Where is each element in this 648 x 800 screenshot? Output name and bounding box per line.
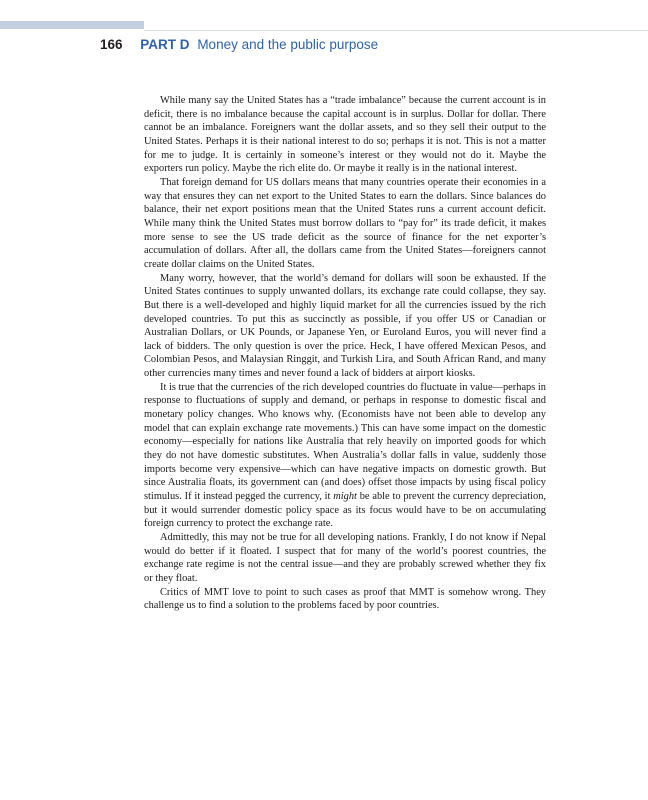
body-text bbox=[144, 94, 546, 613]
paragraph: Many worry, however, that the world’s demand for dollars will soon be exhausted. If the United States continues to supply unwanted dollars, its exchange rate could collapse, they say. But there is a well-developed and highly liquid market for all the currencies issued by the rich developed countries. To put this as succinctly as possible, if you offer US or Canadian or Australian Dollars, or UK Pounds, or Japanese Yen, or Euroland Euros, you will never find a lack of bidders. The only question is over the price. Heck, I have offered Mexican Pesos, and Colombian Pesos, and Malaysian Ringgit, and Turkish Lira, and South African Rand, and many other currencies many times and never found a lack of bidders at airport kiosks. bbox=[144, 272, 546, 380]
running-head bbox=[100, 36, 378, 54]
header-rule bbox=[144, 30, 648, 31]
part-label: PART D bbox=[140, 37, 190, 52]
paragraph: That foreign demand for US dollars means that many countries operate their economies in a way that ensures they can net export to the United States to earn the dollars. Since balances do balance, their net export positions mean that the United States runs a current account deficit. While many think the United States must borrow dollars to “pay for” its trade deficit, it makes more sense to see the US trade deficit as the source of finance for the net exporter’s accumulation of dollars. After all, the dollars came from the United States—foreigners cannot create dollar claims on the United States. bbox=[144, 176, 546, 270]
paragraph-text: It is true that the currencies of the rich developed countries do fluctuate in value—perhaps in response to fluctuations of supply and demand, or perhaps in response to domestic fiscal and monetary policy changes. Who knows why. (Economists have not been able to develop any model that can explain exchange rate movements.) This can have some impact on the domestic economy—especially for nations like Australia that rely heavily on imported goods for which they do not have domestic substitutes. When Australia’s dollar falls in value, suddenly those imports become very expensive—which can have negative impacts on domestic growth. But since Australia floats, its government can (and does) offset those impacts by using fiscal policy stimulus. If it instead pegged the currency, it bbox=[144, 381, 546, 503]
header-accent-bar bbox=[0, 21, 144, 29]
emphasized-word: might bbox=[333, 491, 357, 503]
paragraph: Critics of MMT love to point to such cases as proof that MMT is somehow wrong. They challenge us to find a solution to the problems faced by poor countries. bbox=[144, 586, 546, 612]
paragraph: While many say the United States has a “trade imbalance” because the current account is in deficit, there is no imbalance because the capital account is in surplus. Dollar for dollar. There cannot be an imbalance. Foreigners want the dollar assets, and so they sell their output to the United States. Perhaps it is their national interest to do so; perhaps it is not. This is not a matter for me to judge. It is certainly in someone’s interest or they would not do it. Maybe the exporters run policy. Maybe the rich elite do. Or maybe it really is in the national interest. bbox=[144, 95, 546, 175]
paragraph bbox=[144, 381, 546, 531]
part-title: Money and the public purpose bbox=[197, 37, 379, 52]
paragraph: Admittedly, this may not be true for all developing nations. Frankly, I do not know if Nepal would do better if it floated. I suspect that for many of the world’s poorest countries, the exchange rate regime is not the central issue—and they are probably screwed whether they fix or they float. bbox=[144, 532, 546, 584]
page-number: 166 bbox=[100, 37, 123, 52]
paragraph-text: be able to prevent the currency depreciation, but it would surrender domestic policy space as its focus would have to be on accumulating foreign currency to protect the exchange rate. bbox=[144, 491, 546, 530]
